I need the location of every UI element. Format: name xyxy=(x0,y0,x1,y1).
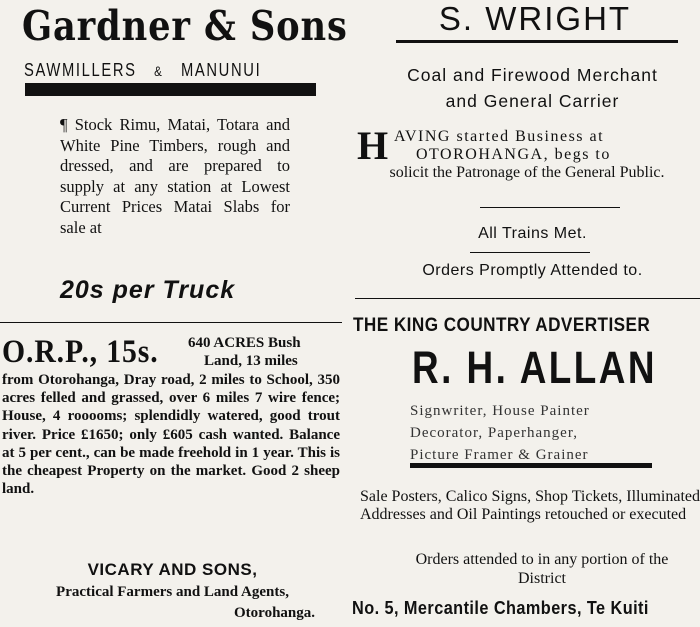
orp-top-rule xyxy=(0,322,342,323)
gardner-subtitle xyxy=(24,60,270,81)
allan-orders: Orders attended to in any portion of the District xyxy=(415,551,669,587)
wright-trains: All Trains Met. xyxy=(478,225,587,242)
wright-title: S. WRIGHT xyxy=(438,0,632,37)
orp-head-line1: 640 ACRES Bush xyxy=(188,335,301,351)
wright-subtitle-line1: Coal and Firewood Merchant xyxy=(407,65,658,85)
allan-name: R. H. ALLAN xyxy=(412,342,658,393)
wright-short-rule-2 xyxy=(470,252,590,253)
gardner-body: ¶ Stock Rimu, Matai, Totara and White Pine Timbers, rough and dressed, and are prepared to supply at any station at Lowest Current Prices Matai Slabs for sale at xyxy=(60,115,290,237)
gardner-bar-divider xyxy=(25,83,316,96)
allan-trade-line: Picture Framer & Grainer xyxy=(410,447,589,463)
wright-bottom-rule xyxy=(355,298,700,299)
orp-price-heading: O.R.P., 15s. xyxy=(2,334,159,370)
wright-short-rule-1 xyxy=(480,207,620,208)
wright-subtitle xyxy=(365,62,700,114)
gardner-ampersand: & xyxy=(154,63,164,79)
orp-body: from Otorohanga, Dray road, 2 miles to School, 350 acres felled and grassed, over 6 miles 7 wire fence; House, 4 rooooms; splendidly watered, good trout river. Price £1650; only £605 cash wanted. Balance at 5 per cent., can be made freehold in 1 year. This is the cheapest Property on the market. Good 2 sheep land. xyxy=(2,372,340,498)
allan-bar-divider xyxy=(410,463,652,468)
wright-title-rule xyxy=(396,40,678,43)
wright-body-line2: OTOROHANGA, begs to xyxy=(416,146,611,163)
gardner-trade: SAWMILLERS xyxy=(24,60,137,80)
wright-body-lead xyxy=(394,128,700,164)
allan-trade-line: Signwriter, House Painter xyxy=(410,403,590,419)
wright-orders: Orders Promptly Attended to. xyxy=(422,262,643,279)
gardner-title: Gardner & Sons xyxy=(22,2,348,50)
orp-agent: VICARY AND SONS, xyxy=(87,560,258,579)
orp-practical: Practical Farmers and Land Agents, xyxy=(56,584,289,600)
gardner-price: 20s per Truck xyxy=(60,276,236,304)
orp-town: Otorohanga. xyxy=(234,605,315,621)
wright-subtitle-line2: and General Carrier xyxy=(445,91,620,111)
allan-address: No. 5, Mercantile Chambers, Te Kuiti xyxy=(352,597,649,618)
wright-body-line1: AVING started Business at xyxy=(394,128,605,145)
allan-trades xyxy=(410,400,655,466)
gardner-location: MANUNUI xyxy=(180,60,262,80)
orp-head-line2: Land, 13 miles xyxy=(204,353,298,369)
allan-trade-line: Decorator, Paperhanger, xyxy=(410,425,578,441)
wright-dropcap: H xyxy=(357,123,389,168)
allan-paper-name: THE KING COUNTRY ADVERTISER xyxy=(353,314,651,336)
wright-body-rest: solicit the Patronage of the General Public. xyxy=(389,164,665,181)
allan-body: Sale Posters, Calico Signs, Shop Tickets, Illuminated Addresses and Oil Paintings retouched or executed xyxy=(360,488,700,523)
